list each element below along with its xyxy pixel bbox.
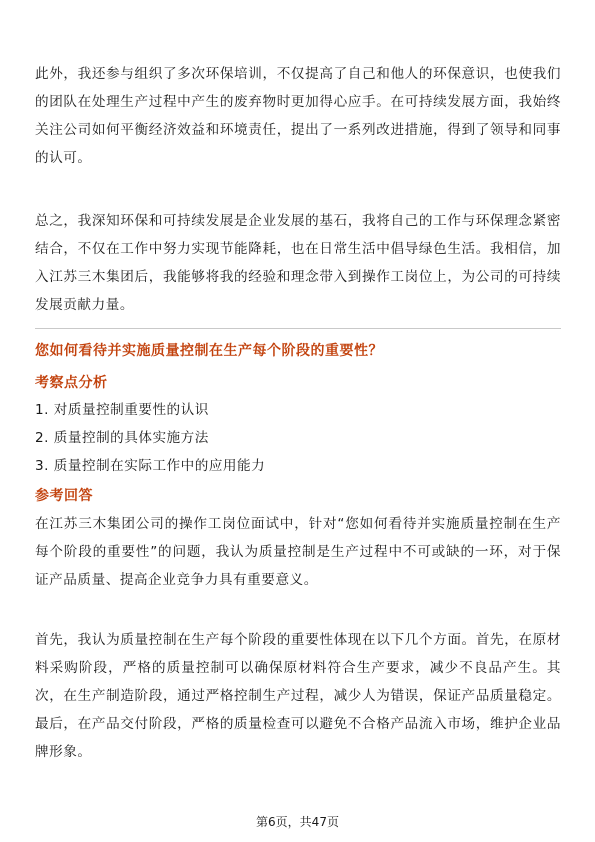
page-number: 第6页，共47页 [256,815,339,829]
section-divider [35,328,561,329]
answer-paragraph: 首先，我认为质量控制在生产每个阶段的重要性体现在以下几个方面。首先，在原材料采购阶段，严格的质量控制可以确保原材料符合生产要求，减少不良品产生。其次，在生产制造阶段，通过严格控制生产过程，减少人为错误，保证产品质量稳定。最后，在产品交付阶段，严格的质量检查可以避免不合格产品流入市场，维护企业品牌形象。 [35,632,561,760]
question-heading: 您如何看待并实施质量控制在生产每个阶段的重要性？ [35,343,383,359]
answer-paragraph: 在江苏三木集团公司的操作工岗位面试中，针对“您如何看待并实施质量控制在生产每个阶段的重要性”的问题，我认为质量控制是生产过程中不可或缺的一环，对于保证产品质量、提高企业竞争力具有重要意义。 [35,516,561,588]
body-paragraph: 此外，我还参与组织了多次环保培训，不仅提高了自己和他人的环保意识，也使我们的团队在处理生产过程中产生的废弃物时更加得心应手。在可持续发展方面，我始终关注公司如何平衡经济效益和环境责任，提出了一系列改进措施，得到了领导和同事的认可。 [35,66,561,166]
list-item: 1. 对质量控制重要性的认识 [35,402,209,418]
answer-heading: 参考回答 [35,488,93,504]
list-item: 3. 质量控制在实际工作中的应用能力 [35,458,266,474]
list-item: 2. 质量控制的具体实施方法 [35,430,209,446]
analysis-list [35,396,265,480]
body-paragraph: 总之，我深知环保和可持续发展是企业发展的基石，我将自己的工作与环保理念紧密结合，不仅在工作中努力实现节能降耗，也在日常生活中倡导绿色生活。我相信，加入江苏三木集团后，我能够将我的经验和理念带入到操作工岗位上，为公司的可持续发展贡献力量。 [35,213,561,313]
analysis-heading: 考察点分析 [35,375,108,391]
